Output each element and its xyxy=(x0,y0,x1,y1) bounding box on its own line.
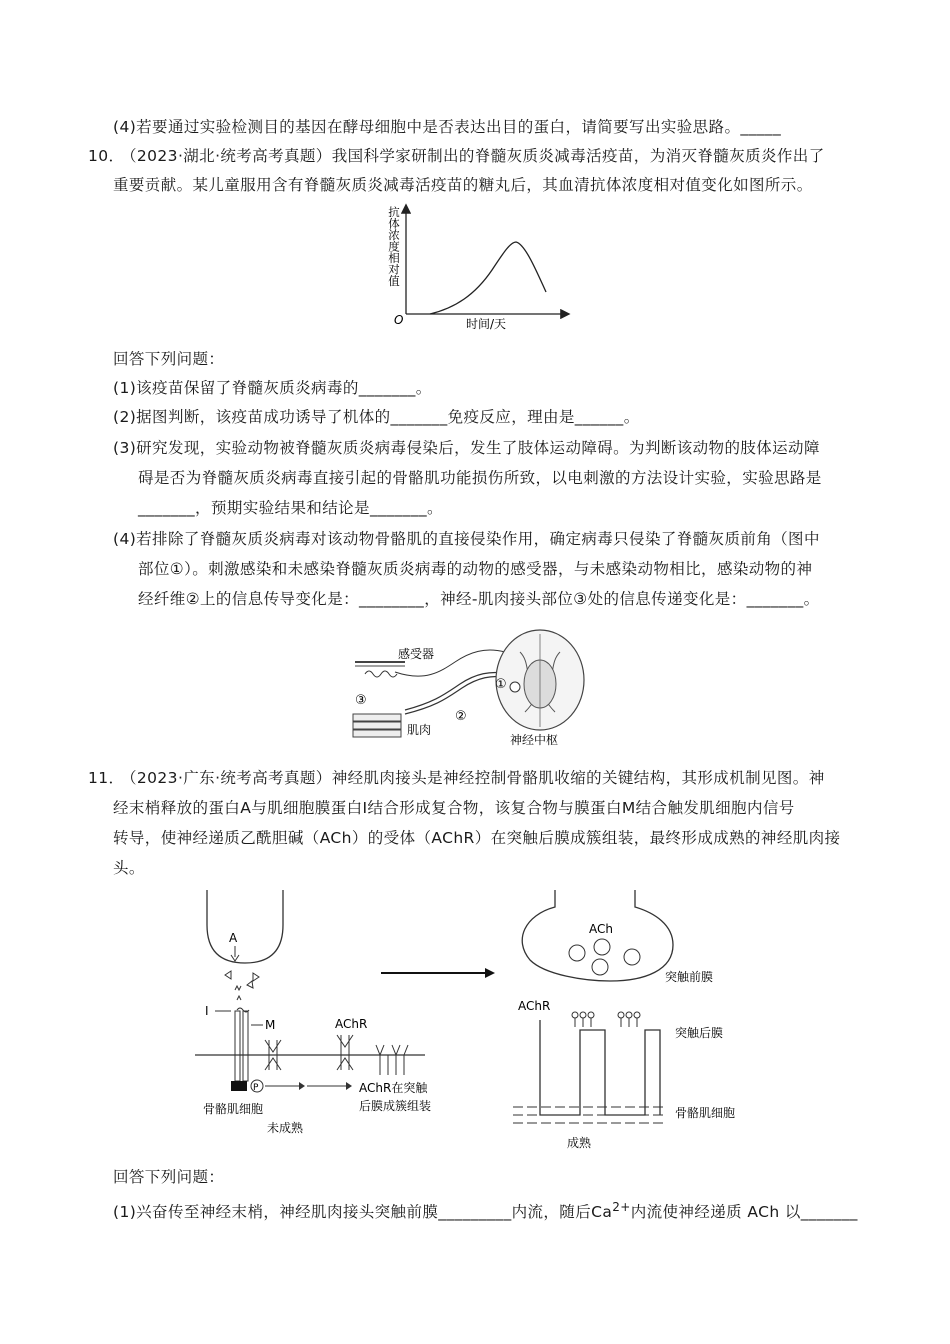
q10-intro-line1: （2023·湖北·统考高考真题）我国科学家研制出的脊髓灰质炎减毒活疫苗，为消灭脊髓灰质炎作出了 xyxy=(121,147,825,165)
nmj-figure xyxy=(195,885,755,1155)
cluster-label-line2: 后膜成簇组装 xyxy=(359,1099,432,1113)
q10-part4-line1: (4)若排除了脊髓灰质炎病毒对该动物骨骼肌的直接侵染作用，确定病毒只侵染了脊髓灰质前角（图中 xyxy=(113,530,820,548)
q9-part4: (4)若要通过实验检测目的基因在酵母细胞中是否表达出目的蛋白，请简要写出实验思路。_____ xyxy=(113,118,782,136)
muscle-cell-right-label: 骨骼肌细胞 xyxy=(675,1106,736,1120)
label-3: ③ xyxy=(355,693,367,708)
cluster-label-line1: AChR在突触 xyxy=(359,1081,428,1095)
sarcomere xyxy=(513,1107,665,1123)
q10-part4-line2: 部位①）。刺激感染和未感染脊髓灰质炎病毒的动物的感受器，与未感染动物相比，感染动物的神 xyxy=(138,560,813,578)
reflex-arc-figure xyxy=(345,622,605,752)
vesicles xyxy=(569,939,640,975)
achr-clustered xyxy=(572,1012,640,1027)
q11-part1-b: 内流使神经递质 ACh 以_______ xyxy=(630,1203,858,1222)
q11-number: 11． xyxy=(88,769,125,787)
receptor-label: 感受器 xyxy=(398,647,435,661)
ach-label: ACh xyxy=(589,922,613,936)
q10-answer-prompt: 回答下列问题： xyxy=(113,350,225,368)
center-label: 神经中枢 xyxy=(510,733,559,747)
q10-part2: (2)据图判断，该疫苗成功诱导了机体的_______免疫反应，理由是______。 xyxy=(113,408,640,426)
q11-intro-line3: 转导，使神经递质乙酰胆碱（ACh）的受体（AChR）在突触后膜成簇组装，最终形成成熟的神经肌肉接 xyxy=(113,829,841,847)
chart-xlabel: 时间/天 xyxy=(466,317,507,331)
immature-label: 未成熟 xyxy=(267,1121,304,1135)
q10-part4-line3: 经纤维②上的信息传导变化是：________，神经-肌肉接头部位③处的信息传递变化是：_______。 xyxy=(138,590,820,608)
label-1: ① xyxy=(495,677,507,692)
q11-part1-a: (1)兴奋传至神经末梢，神经肌肉接头突触前膜_________内流，随后Ca xyxy=(113,1203,613,1222)
phospho-label: P xyxy=(253,1083,259,1093)
protein-m-label: M xyxy=(265,1018,276,1032)
q11-part1 xyxy=(113,1196,858,1223)
label-2: ② xyxy=(455,709,467,724)
q11-intro-line1: （2023·广东·统考高考真题）神经肌肉接头是神经控制骨骼肌收缩的关键结构，其形成机制见图。神 xyxy=(121,769,825,787)
muscle-label: 肌肉 xyxy=(407,723,432,737)
muscle-cell-left-label: 骨骼肌细胞 xyxy=(203,1102,264,1116)
q10-part1: (1)该疫苗保留了脊髓灰质炎病毒的_______。 xyxy=(113,379,432,397)
q10-intro-line2: 重要贡献。某儿童服用含有脊髓灰质炎减毒活疫苗的糖丸后，其血清抗体浓度相对值变化如图所示。 xyxy=(113,176,813,194)
calcium-charge: 2+ xyxy=(612,1200,631,1214)
presynaptic-label: 突触前膜 xyxy=(665,970,714,984)
q11-answer-prompt: 回答下列问题： xyxy=(113,1168,225,1186)
muscle-graphic xyxy=(353,714,401,737)
chart-ylabel: 抗体浓度相对值 xyxy=(387,206,401,287)
q11-intro-line4: 头。 xyxy=(113,859,145,877)
antibody-chart xyxy=(380,200,580,335)
chart-origin: O xyxy=(394,313,404,327)
postsynaptic-label: 突触后膜 xyxy=(675,1026,724,1040)
q10-part3-line1: (3)研究发现，实验动物被脊髓灰质炎病毒侵染后，发生了肢体运动障碍。为判断该动物的肢体运动障 xyxy=(113,439,820,457)
antibody-curve xyxy=(430,242,546,314)
protein-a-label: A xyxy=(229,931,238,945)
q10-part3-line2: 碍是否为脊髓灰质炎病毒直接引起的骨骼肌功能损伤所致，以电刺激的方法设计实验，实验思路是 xyxy=(138,469,822,487)
achr-right-label: AChR xyxy=(518,999,551,1013)
mature-label: 成熟 xyxy=(567,1136,592,1150)
achr-left-label: AChR xyxy=(335,1017,368,1031)
q11-intro-line2: 经末梢释放的蛋白A与肌细胞膜蛋白Ⅰ结合形成复合物，该复合物与膜蛋白M结合触发肌细胞内信号 xyxy=(113,799,795,817)
q10-number: 10． xyxy=(88,147,125,165)
protein-i-label: I xyxy=(205,1004,209,1018)
q10-part3-line3: _______，预期实验结果和结论是_______。 xyxy=(138,499,443,517)
